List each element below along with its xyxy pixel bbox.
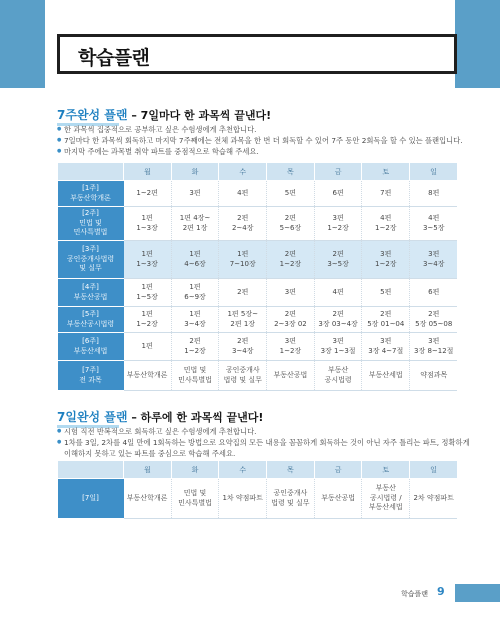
table-cell: 1편 1~3장 (124, 207, 172, 241)
day-header: 수 (219, 461, 267, 479)
table-cell: 4편 1~2장 (362, 207, 410, 241)
day-header: 수 (219, 163, 267, 181)
section1-title-rest: – 7일마다 한 과목씩 끝낸다! (131, 109, 272, 122)
table-cell: 7편 (362, 181, 410, 207)
table-row (58, 207, 458, 241)
seven-day-plan-table (57, 460, 458, 519)
section2-bullets (57, 426, 470, 459)
table-cell: 부동산 공시법령 / 부동산세법 (362, 479, 410, 519)
table-cell: 부동산공법 (314, 479, 362, 519)
table-cell: 1편 (124, 333, 172, 361)
table-cell: 3편 3장 8~12절 (410, 333, 458, 361)
table-cell: 2편 3장 03~4장 (314, 307, 362, 333)
table-cell: 3편 1~2장 (267, 333, 315, 361)
section1-bullets (57, 124, 463, 157)
day-header: 화 (171, 163, 219, 181)
table-cell: 8편 (410, 181, 458, 207)
day-header: 월 (124, 163, 172, 181)
day-header: 월 (124, 461, 172, 479)
table-cell: 2차 약점파트 (410, 479, 458, 519)
table-cell: 4편 (219, 181, 267, 207)
table-cell: 민법 및 민사특별법 (171, 479, 219, 519)
section1-title-highlight: 7주완성 플랜 (57, 108, 128, 122)
table-cell: 2편 3~5장 (314, 241, 362, 279)
row-header: [5주] 부동산공시법령 (58, 307, 124, 333)
bullet-item: ● 7일마다 한 과목씩 회독하고 마지막 7주째에는 전체 과목을 한 번 더 회독할 수 있어 7주 동안 2회독을 할 수 있는 플랜입니다. (57, 135, 463, 146)
table-cell: 6편 (314, 181, 362, 207)
table-header-row (58, 461, 458, 479)
page-title-box (57, 34, 457, 74)
table-cell: 부동산세법 (362, 361, 410, 391)
table-cell: 3편 1~2장 (314, 207, 362, 241)
table-cell: 1편 1~2장 (124, 307, 172, 333)
row-header: [6주] 부동산세법 (58, 333, 124, 361)
day-header: 토 (362, 461, 410, 479)
table-cell: 1편 1~5장 (124, 279, 172, 307)
table-cell: 1편 4장~ 2편 1장 (171, 207, 219, 241)
table-row (58, 181, 458, 207)
table-cell: 3편 (171, 181, 219, 207)
bullet-item: ● 한 과목씩 집중적으로 공부하고 싶은 수험생에게 추천합니다. (57, 124, 463, 135)
footer-label: 학습플랜 (400, 590, 428, 598)
row-header: [7주] 전 과목 (58, 361, 124, 391)
table-cell: 1편 3~4장 (171, 307, 219, 333)
day-header: 목 (267, 461, 315, 479)
section1-title (57, 106, 271, 123)
table-cell: 부동산학개론 (124, 479, 172, 519)
day-header: 금 (314, 163, 362, 181)
table-cell: 6편 (410, 279, 458, 307)
table-row (58, 479, 458, 519)
table-row (58, 307, 458, 333)
table-cell: 1차 약점파트 (219, 479, 267, 519)
seven-week-plan-table (57, 162, 458, 391)
table-cell: 2편 5장 05~08 (410, 307, 458, 333)
table-cell: 부동산 공시법령 (314, 361, 362, 391)
bullet-item: ● 시험 직전 반복적으로 회독하고 싶은 수험생에게 추천합니다. (57, 426, 470, 437)
table-cell: 부동산학개론 (124, 361, 172, 391)
table-cell: 1~2편 (124, 181, 172, 207)
table-cell: 부동산공법 (267, 361, 315, 391)
page-title: 학습플랜 (78, 47, 150, 69)
footer-bar (455, 584, 500, 602)
table-cell: 5편 (267, 181, 315, 207)
table-cell: 3편 3장 4~7절 (362, 333, 410, 361)
table-cell: 약점과목 (410, 361, 458, 391)
table-cell: 1편 4~6장 (171, 241, 219, 279)
day-header: 화 (171, 461, 219, 479)
table-cell: 2편 5~6장 (267, 207, 315, 241)
row-header: [7일] (58, 479, 124, 519)
table-cell: 3편 (267, 279, 315, 307)
row-header: [4주] 부동산공법 (58, 279, 124, 307)
table-cell: 2편 3~4장 (219, 333, 267, 361)
day-header: 일 (410, 461, 458, 479)
section2-title-rest: – 하루에 한 과목씩 끝낸다! (131, 411, 264, 424)
table-cell: 5편 (362, 279, 410, 307)
day-header: 일 (410, 163, 458, 181)
table-cell: 2편 5장 01~04 (362, 307, 410, 333)
page-number: 9 (437, 585, 445, 598)
table-cell: 1편 1~3장 (124, 241, 172, 279)
day-header: 금 (314, 461, 362, 479)
table-cell: 3편 1~2장 (362, 241, 410, 279)
table-cell: 2편 (219, 279, 267, 307)
table-row (58, 333, 458, 361)
table-cell: 2편 1~2장 (171, 333, 219, 361)
header-corner (58, 163, 124, 181)
section2-title (57, 408, 263, 425)
bullet-item: ● 1차를 3일, 2차를 4일 만에 1회독하는 방법으로 요약집의 모든 내용을 꼼꼼하게 회독하는 것이 아닌 자주 틀리는 파트, 정확하게 이해하지 못하고 있는 파트를 중심으로 학습해 주세요. (57, 437, 470, 459)
table-cell: 1편 7~10장 (219, 241, 267, 279)
bullet-item: ● 마지막 주에는 과목별 취약 파트를 중점적으로 학습해 주세요. (57, 146, 463, 157)
row-header: [3주] 공인중개사법령 및 실무 (58, 241, 124, 279)
table-header-row (58, 163, 458, 181)
table-row (58, 361, 458, 391)
table-cell: 공인중개사 법령 및 실무 (219, 361, 267, 391)
table-cell: 2편 1~2장 (267, 241, 315, 279)
header-corner (58, 461, 124, 479)
table-cell: 4편 (314, 279, 362, 307)
table-row (58, 241, 458, 279)
table-row (58, 279, 458, 307)
day-header: 목 (267, 163, 315, 181)
section2-title-highlight: 7일완성 플랜 (57, 410, 128, 424)
row-header: [1주] 부동산학개론 (58, 181, 124, 207)
table-cell: 1편 5장~ 2편 1장 (219, 307, 267, 333)
table-cell: 민법 및 민사특별법 (171, 361, 219, 391)
table-cell: 2편 2~4장 (219, 207, 267, 241)
table-cell: 3편 3장 1~3절 (314, 333, 362, 361)
table-cell: 1편 6~9장 (171, 279, 219, 307)
table-cell: 4편 3~5장 (410, 207, 458, 241)
day-header: 토 (362, 163, 410, 181)
table-cell: 3편 3~4장 (410, 241, 458, 279)
table-cell: 공인중개사 법령 및 실무 (267, 479, 315, 519)
table-cell: 2편 2~3장 02 (267, 307, 315, 333)
row-header: [2주] 민법 및 민사특별법 (58, 207, 124, 241)
